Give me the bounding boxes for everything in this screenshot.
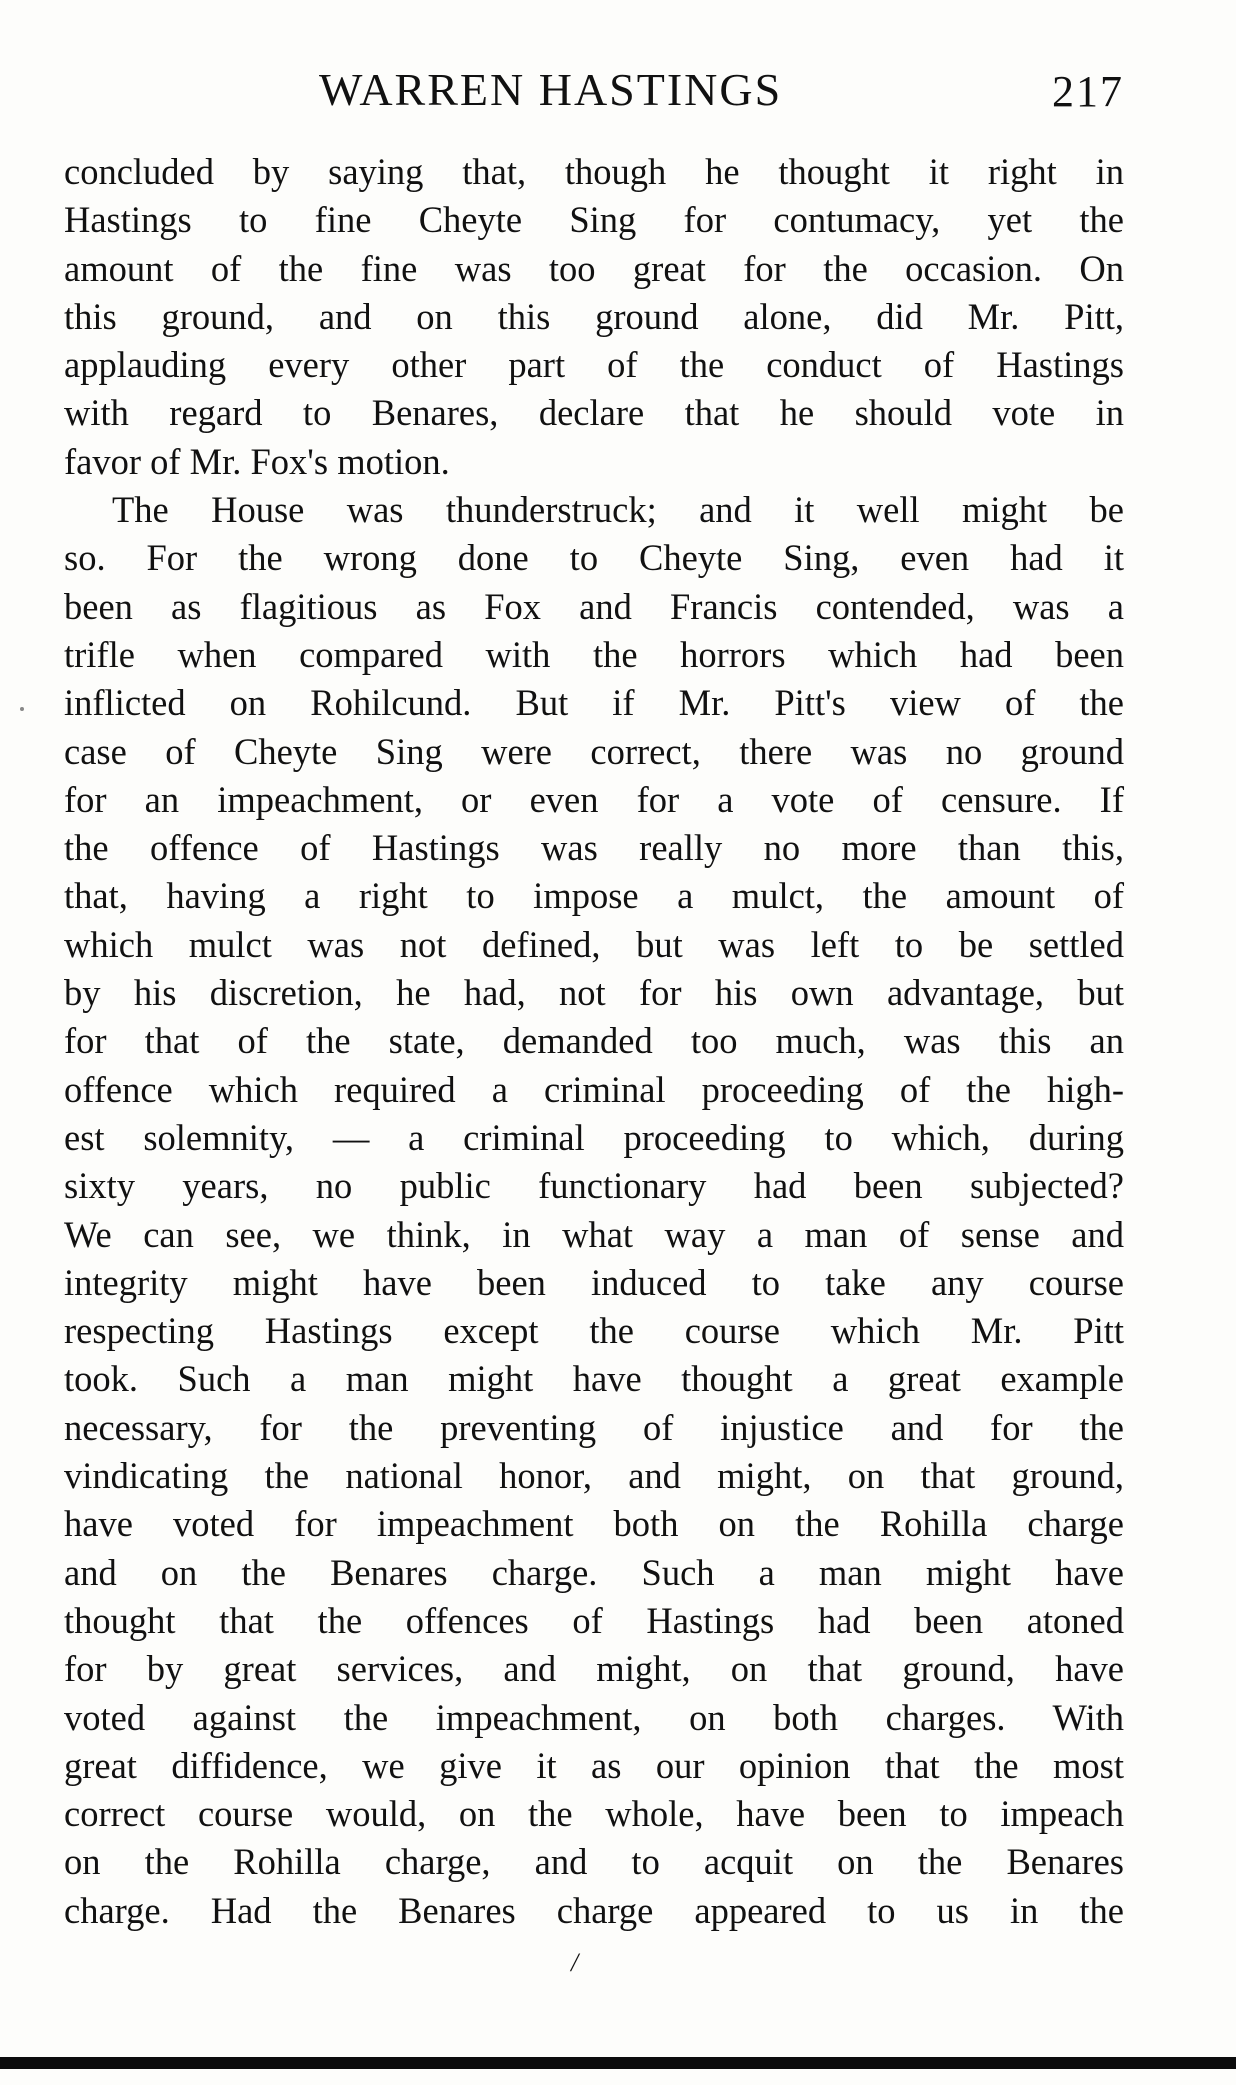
text-line: Hastings to fine Cheyte Sing for contumacy, yet the [64, 199, 1124, 241]
text-line: that, having a right to impose a mulct, the amount of [64, 875, 1124, 917]
text-line: which mulct was not defined, but was left to be settled [64, 923, 1124, 965]
text-line: thought that the offences of Hastings had been atoned [64, 1599, 1124, 1641]
text-line: integrity might have been induced to take any course [64, 1261, 1124, 1303]
text-line: concluded by saying that, though he thought it right in [64, 151, 1124, 192]
text-line: took. Such a man might have thought a great example [64, 1358, 1124, 1400]
text-line: the offence of Hastings was really no more than this, [64, 827, 1124, 869]
page-number: 217 [1052, 67, 1124, 116]
text-line: with regard to Benares, declare that he should vote in [64, 392, 1124, 434]
text-line: necessary, for the preventing of injustice and for the [64, 1406, 1124, 1448]
text-line: voted against the impeachment, on both charges. With [64, 1696, 1124, 1738]
text-line: respecting Hastings except the course which Mr. Pitt [64, 1310, 1124, 1352]
text-line: inflicted on Rohilcund. But if Mr. Pitt's view of the [64, 682, 1124, 724]
text-line: correct course would, on the whole, have been to impeach [64, 1793, 1124, 1835]
text-line: for an impeachment, or even for a vote of censure. If [64, 778, 1124, 820]
text-line: and on the Benares charge. Such a man might have [64, 1551, 1124, 1593]
text-line: offence which required a criminal proceeding of the high- [64, 1068, 1124, 1110]
text-line: The House was thunderstruck; and it well might be [112, 489, 1124, 531]
body-text [64, 148, 1124, 1935]
text-line: vindicating the national honor, and might, on that ground, [64, 1455, 1124, 1497]
text-line: favor of Mr. Fox's motion. [64, 440, 450, 482]
text-line: have voted for impeachment both on the Rohilla charge [64, 1503, 1124, 1545]
text-line: amount of the fine was too great for the occasion. On [64, 247, 1124, 289]
text-line: applauding every other part of the conduct of Hastings [64, 344, 1124, 386]
text-line: by his discretion, he had, not for his own advantage, but [64, 972, 1124, 1014]
page-header [64, 60, 1124, 120]
text-line: sixty years, no public functionary had been subjected? [64, 1165, 1124, 1207]
text-line: We can see, we think, in what way a man of sense and [64, 1213, 1124, 1255]
text-line: on the Rohilla charge, and to acquit on the Benares [64, 1841, 1124, 1883]
text-line: est solemnity, — a criminal proceeding to which, during [64, 1116, 1124, 1158]
running-title: WARREN HASTINGS [319, 64, 783, 115]
text-line: for by great services, and might, on that ground, have [64, 1648, 1124, 1690]
text-line: charge. Had the Benares charge appeared to us in the [64, 1889, 1124, 1931]
text-line: so. For the wrong done to Cheyte Sing, even had it [64, 537, 1124, 579]
footer-mark: / [571, 1948, 579, 1977]
text-line: great diffidence, we give it as our opinion that the most [64, 1744, 1124, 1786]
text-line: for that of the state, demanded too much, was this an [64, 1020, 1124, 1062]
margin-speck [20, 707, 24, 711]
text-line: trifle when compared with the horrors which had been [64, 633, 1124, 675]
text-line: been as flagitious as Fox and Francis contended, was a [64, 585, 1124, 627]
bottom-rule [0, 2057, 1236, 2069]
text-line: this ground, and on this ground alone, did Mr. Pitt, [64, 295, 1124, 337]
text-line: case of Cheyte Sing were correct, there was no ground [64, 730, 1124, 772]
